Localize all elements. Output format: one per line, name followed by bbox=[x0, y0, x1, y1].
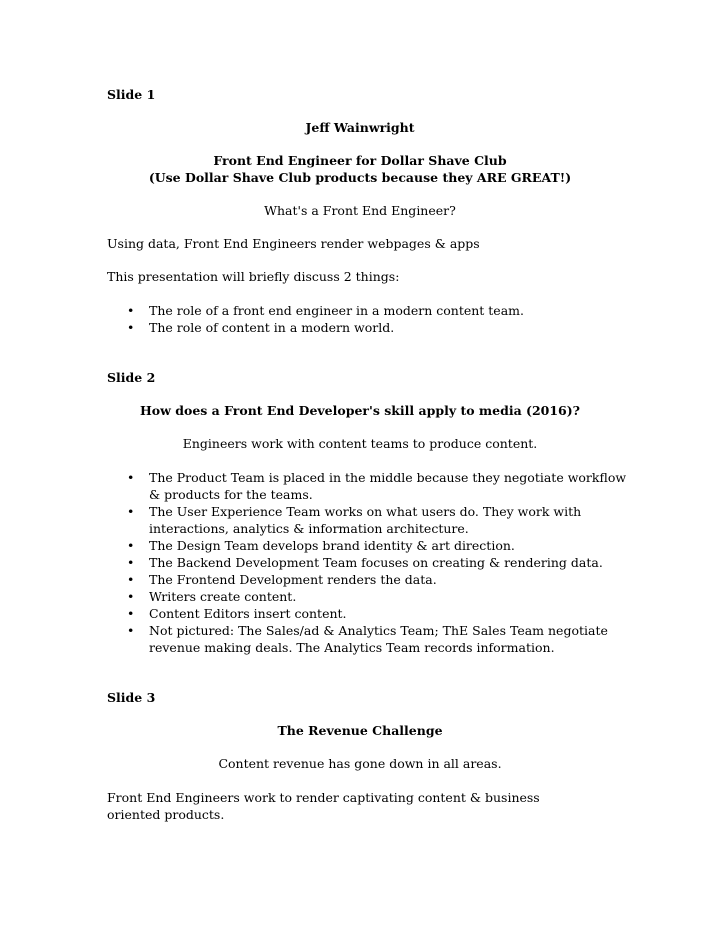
bullet-glyph: • bbox=[127, 538, 135, 553]
list-item: The User Experience Team works on what users do. They work with interactions, analytics & information architecture. bbox=[149, 504, 582, 536]
slide-3-body: Front End Engineers work to render captivating content & business oriented products. bbox=[107, 790, 540, 822]
list-item: Not pictured: The Sales/ad & Analytics Team; ThE Sales Team negotiate revenue making deals. The Analytics Team records information. bbox=[149, 623, 608, 655]
slide-1-title-line-1: Front End Engineer for Dollar Shave Club bbox=[213, 153, 507, 168]
slide-2-title: How does a Front End Developer's skill apply to media (2016)? bbox=[140, 403, 580, 418]
list-item: The Frontend Development renders the data. bbox=[149, 572, 437, 587]
slide-1-definition: Using data, Front End Engineers render webpages & apps bbox=[107, 236, 480, 251]
slide-1-heading: Slide 1 bbox=[107, 87, 156, 102]
bullet-glyph: • bbox=[127, 470, 135, 485]
slide-1-title-line-2: (Use Dollar Shave Club products because they ARE GREAT!) bbox=[148, 170, 572, 185]
list-item: The role of a front end engineer in a modern content team. bbox=[149, 303, 524, 318]
bullet-glyph: • bbox=[127, 623, 135, 638]
bullet-glyph: • bbox=[127, 303, 135, 318]
slide-1-question: What's a Front End Engineer? bbox=[264, 203, 456, 218]
slide-1-intro: This presentation will briefly discuss 2 things: bbox=[107, 269, 400, 284]
slide-3-heading: Slide 3 bbox=[107, 690, 156, 705]
slide-2-heading: Slide 2 bbox=[107, 370, 156, 385]
slide-2-subtitle: Engineers work with content teams to produce content. bbox=[182, 436, 538, 451]
bullet-glyph: • bbox=[127, 320, 135, 335]
list-item: The Backend Development Team focuses on creating & rendering data. bbox=[149, 555, 603, 570]
bullet-glyph: • bbox=[127, 504, 135, 519]
bullet-glyph: • bbox=[127, 606, 135, 621]
slide-3-title: The Revenue Challenge bbox=[277, 723, 443, 738]
list-item: The Design Team develops brand identity & art direction. bbox=[149, 538, 515, 553]
slide-1-name: Jeff Wainwright bbox=[305, 120, 415, 135]
list-item: The Product Team is placed in the middle because they negotiate workflow & products for the teams. bbox=[149, 470, 627, 502]
list-item: Content Editors insert content. bbox=[149, 606, 347, 621]
bullet-glyph: • bbox=[127, 589, 135, 604]
bullet-glyph: • bbox=[127, 572, 135, 587]
slide-3-subtitle: Content revenue has gone down in all areas. bbox=[218, 756, 502, 771]
bullet-glyph: • bbox=[127, 555, 135, 570]
list-item: The role of content in a modern world. bbox=[149, 320, 395, 335]
list-item: Writers create content. bbox=[149, 589, 297, 604]
